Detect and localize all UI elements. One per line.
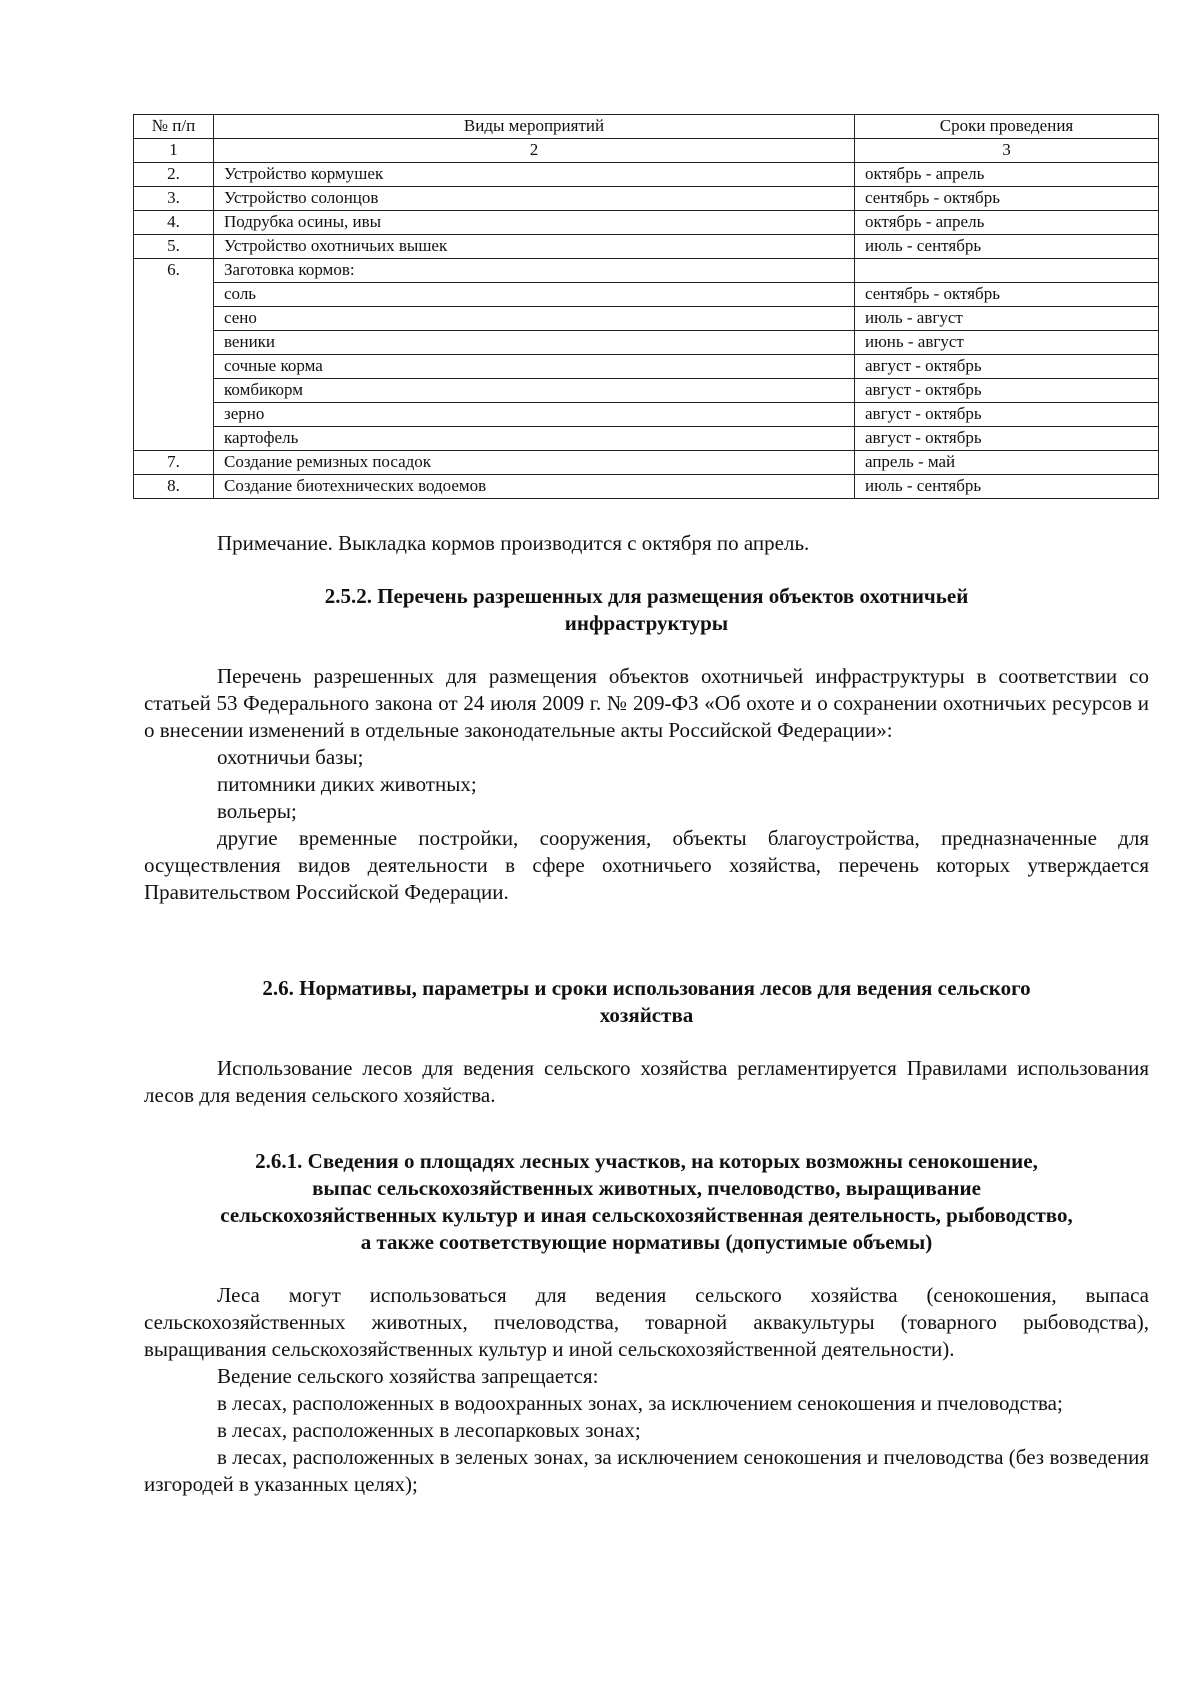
row-number bbox=[134, 331, 214, 355]
index-2: 2 bbox=[214, 139, 855, 163]
list-item: в лесах, расположенных в водоохранных зонах, за исключением сенокошения и пчеловодства; bbox=[217, 1391, 1063, 1415]
heading-line: 2.6.1. Сведения о площадях лесных участков, на которых возможны сенокошение, bbox=[255, 1149, 1038, 1173]
table-row bbox=[134, 235, 1159, 259]
row-number: 5. bbox=[134, 235, 214, 259]
header-activity: Виды мероприятий bbox=[214, 115, 855, 139]
row-activity: Подрубка осины, ивы bbox=[214, 211, 855, 235]
row-number: 8. bbox=[134, 475, 214, 499]
paragraph: Перечень разрешенных для размещения объектов охотничьей инфраструктуры в соответствии со статьей 53 Федерального закона от 24 июля 2009 г. № 209-ФЗ «Об охоте и о сохранении охотничьих ресурсов и о внесении изменений в отдельные законодательные акты Российской Федерации»: bbox=[144, 664, 1149, 742]
heading-line: хозяйства bbox=[599, 1003, 694, 1027]
table-row bbox=[134, 187, 1159, 211]
table-row bbox=[134, 451, 1159, 475]
row-activity: сочные корма bbox=[214, 355, 855, 379]
table-row bbox=[134, 379, 1159, 403]
section-2-6-heading bbox=[144, 975, 1149, 1029]
row-number bbox=[134, 307, 214, 331]
row-number bbox=[134, 283, 214, 307]
table-header-row bbox=[134, 115, 1159, 139]
row-activity: Заготовка кормов: bbox=[214, 259, 855, 283]
heading-line: 2.6. Нормативы, параметры и сроки использования лесов для ведения сельского bbox=[262, 976, 1031, 1000]
row-activity: Создание ремизных посадок bbox=[214, 451, 855, 475]
row-term: июль - сентябрь bbox=[855, 235, 1159, 259]
list-item: питомники диких животных; bbox=[217, 772, 477, 796]
section-2-6-1-heading bbox=[144, 1148, 1149, 1256]
table-row bbox=[134, 475, 1159, 499]
section-2-6-1 bbox=[144, 1148, 1149, 1498]
row-number: 7. bbox=[134, 451, 214, 475]
row-activity: зерно bbox=[214, 403, 855, 427]
paragraph: Ведение сельского хозяйства запрещается: bbox=[217, 1364, 599, 1388]
table-row bbox=[134, 283, 1159, 307]
index-1: 1 bbox=[134, 139, 214, 163]
table-note: Примечание. Выкладка кормов производится с октября по апрель. bbox=[217, 531, 810, 555]
table-row bbox=[134, 307, 1159, 331]
row-activity: комбикорм bbox=[214, 379, 855, 403]
row-term bbox=[855, 259, 1159, 283]
row-activity: Создание биотехнических водоемов bbox=[214, 475, 855, 499]
table-row bbox=[134, 331, 1159, 355]
row-activity: Устройство солонцов bbox=[214, 187, 855, 211]
paragraph: Использование лесов для ведения сельского хозяйства регламентируется Правилами использования лесов для ведения сельского хозяйства. bbox=[144, 1056, 1149, 1107]
row-activity: Устройство охотничьих вышек bbox=[214, 235, 855, 259]
table-row bbox=[134, 211, 1159, 235]
section-2-6 bbox=[144, 975, 1149, 1109]
row-term: август - октябрь bbox=[855, 379, 1159, 403]
row-activity: Устройство кормушек bbox=[214, 163, 855, 187]
heading-line: сельскохозяйственных культур и иная сельскохозяйственная деятельность, рыбоводство, bbox=[220, 1203, 1073, 1227]
list-item: в лесах, расположенных в лесопарковых зонах; bbox=[217, 1418, 641, 1442]
row-number: 3. bbox=[134, 187, 214, 211]
table-row bbox=[134, 163, 1159, 187]
table-index-row bbox=[134, 139, 1159, 163]
list-item: охотничьи базы; bbox=[217, 745, 364, 769]
paragraph: Леса могут использоваться для ведения сельского хозяйства (сенокошения, выпаса сельскохозяйственных животных, пчеловодства, товарной аквакультуры (товарного рыбоводства), выращивания сельскохозяйственных культур и иной сельскохозяйственной деятельности). bbox=[144, 1283, 1149, 1361]
row-term: апрель - май bbox=[855, 451, 1159, 475]
row-number bbox=[134, 403, 214, 427]
row-number bbox=[134, 427, 214, 451]
table-row bbox=[134, 427, 1159, 451]
row-term: сентябрь - октябрь bbox=[855, 187, 1159, 211]
row-activity: соль bbox=[214, 283, 855, 307]
section-2-5-2 bbox=[144, 583, 1149, 906]
row-number: 4. bbox=[134, 211, 214, 235]
index-3: 3 bbox=[855, 139, 1159, 163]
row-term: октябрь - апрель bbox=[855, 211, 1159, 235]
row-number: 2. bbox=[134, 163, 214, 187]
row-activity: картофель bbox=[214, 427, 855, 451]
row-term: октябрь - апрель bbox=[855, 163, 1159, 187]
row-term: июль - сентябрь bbox=[855, 475, 1159, 499]
table-row bbox=[134, 259, 1159, 283]
row-number: 6. bbox=[134, 259, 214, 283]
row-term: август - октябрь bbox=[855, 427, 1159, 451]
note-block bbox=[144, 530, 1149, 557]
row-term: август - октябрь bbox=[855, 403, 1159, 427]
row-term: июль - август bbox=[855, 307, 1159, 331]
list-item: в лесах, расположенных в зеленых зонах, за исключением сенокошения и пчеловодства (без возведения изгородей в указанных целях); bbox=[144, 1445, 1149, 1496]
heading-line: выпас сельскохозяйственных животных, пчеловодство, выращивание bbox=[312, 1176, 981, 1200]
row-activity: веники bbox=[214, 331, 855, 355]
list-item: другие временные постройки, сооружения, объекты благоустройства, предназначенные для осуществления видов деятельности в сфере охотничьего хозяйства, перечень которых утверждается Правительством Российской Федерации. bbox=[144, 826, 1149, 904]
activities-schedule-table bbox=[133, 114, 1159, 499]
heading-line: инфраструктуры bbox=[564, 611, 729, 635]
table-row bbox=[134, 355, 1159, 379]
table-row bbox=[134, 403, 1159, 427]
row-term: август - октябрь bbox=[855, 355, 1159, 379]
header-term: Сроки проведения bbox=[855, 115, 1159, 139]
row-term: сентябрь - октябрь bbox=[855, 283, 1159, 307]
list-item: вольеры; bbox=[217, 799, 297, 823]
section-2-5-2-heading bbox=[144, 583, 1149, 637]
header-number: № п/п bbox=[134, 115, 214, 139]
heading-line: 2.5.2. Перечень разрешенных для размещения объектов охотничьей bbox=[324, 584, 969, 608]
row-activity: сено bbox=[214, 307, 855, 331]
row-term: июнь - август bbox=[855, 331, 1159, 355]
heading-line: а также соответствующие нормативы (допустимые объемы) bbox=[360, 1230, 933, 1254]
row-number bbox=[134, 355, 214, 379]
row-number bbox=[134, 379, 214, 403]
